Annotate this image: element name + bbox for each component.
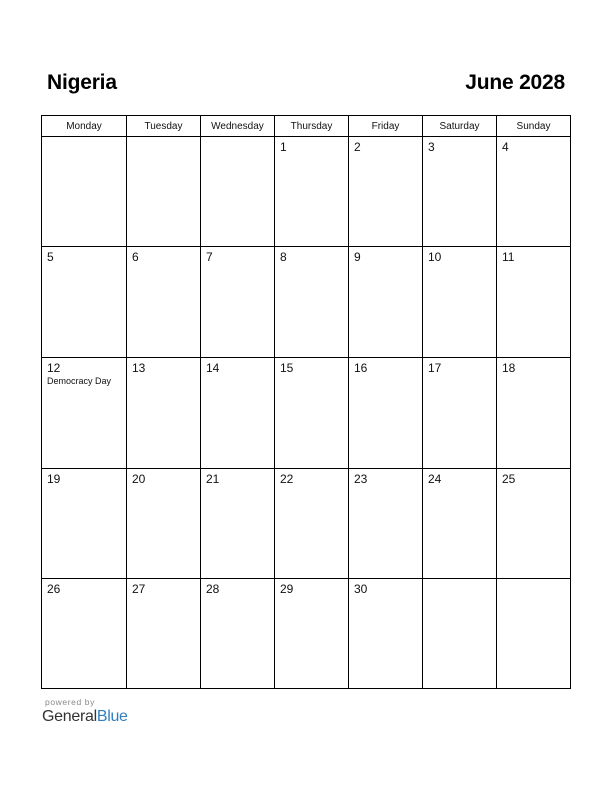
brand-logo[interactable] <box>42 708 128 726</box>
weekday-thursday: Thursday <box>275 116 349 137</box>
day-cell <box>423 469 497 579</box>
day-number: 5 <box>47 250 54 264</box>
day-cell <box>127 247 201 358</box>
weekday-saturday: Saturday <box>423 116 497 137</box>
day-cell <box>42 469 127 579</box>
day-number: 25 <box>502 472 516 486</box>
day-cell <box>423 358 497 469</box>
day-cell <box>201 358 275 469</box>
day-cell <box>423 247 497 358</box>
day-cell <box>497 137 570 247</box>
day-cell <box>201 247 275 358</box>
day-cell <box>127 137 201 247</box>
day-cell <box>349 469 423 579</box>
day-number: 29 <box>280 582 294 596</box>
day-cell <box>127 358 201 469</box>
day-cell <box>275 137 349 247</box>
day-cell <box>349 358 423 469</box>
holiday-label: Democracy Day <box>47 376 112 386</box>
day-number: 15 <box>280 361 294 375</box>
day-number: 4 <box>502 140 509 154</box>
day-cell <box>42 247 127 358</box>
day-number: 19 <box>47 472 61 486</box>
day-cell <box>497 247 570 358</box>
day-cell <box>127 469 201 579</box>
day-number: 20 <box>132 472 146 486</box>
weekday-sunday: Sunday <box>497 116 570 137</box>
day-number: 23 <box>354 472 368 486</box>
day-number: 24 <box>428 472 442 486</box>
calendar-grid <box>41 115 571 689</box>
day-cell <box>201 579 275 688</box>
day-number: 7 <box>206 250 213 264</box>
month-year-title: June 2028 <box>465 71 565 94</box>
weekday-friday: Friday <box>349 116 423 137</box>
day-number: 1 <box>280 140 287 154</box>
day-number: 26 <box>47 582 61 596</box>
weekday-monday: Monday <box>42 116 127 137</box>
day-number: 12 <box>47 361 61 375</box>
day-cell <box>275 579 349 688</box>
brand-name-part2: Blue <box>96 708 128 725</box>
country-title: Nigeria <box>47 71 117 94</box>
day-number: 22 <box>280 472 294 486</box>
day-cell <box>423 137 497 247</box>
brand-name-part1: General <box>42 708 97 725</box>
day-cell <box>42 137 127 247</box>
weekday-tuesday: Tuesday <box>127 116 201 137</box>
day-number: 27 <box>132 582 146 596</box>
day-cell <box>423 579 497 688</box>
day-cell <box>349 579 423 688</box>
day-cell <box>201 137 275 247</box>
day-number: 30 <box>354 582 368 596</box>
day-number: 8 <box>280 250 287 264</box>
day-number: 2 <box>354 140 361 154</box>
day-cell <box>349 247 423 358</box>
footer-branding <box>42 697 128 726</box>
day-cell <box>42 579 127 688</box>
day-cell <box>275 469 349 579</box>
day-cell <box>497 358 570 469</box>
day-cell <box>275 247 349 358</box>
day-number: 9 <box>354 250 361 264</box>
day-number: 14 <box>206 361 220 375</box>
day-cell <box>349 137 423 247</box>
day-number: 13 <box>132 361 146 375</box>
day-number: 17 <box>428 361 442 375</box>
day-number: 6 <box>132 250 139 264</box>
day-cell <box>127 579 201 688</box>
day-number: 10 <box>428 250 442 264</box>
day-cell <box>42 358 127 469</box>
day-cell <box>497 579 570 688</box>
day-cell <box>275 358 349 469</box>
day-number: 11 <box>502 250 515 264</box>
weekday-wednesday: Wednesday <box>201 116 275 137</box>
powered-by-text: powered by <box>45 697 95 707</box>
day-number: 21 <box>206 472 220 486</box>
day-number: 3 <box>428 140 435 154</box>
day-cell <box>201 469 275 579</box>
day-number: 18 <box>502 361 516 375</box>
day-number: 28 <box>206 582 220 596</box>
day-cell <box>497 469 570 579</box>
day-number: 16 <box>354 361 368 375</box>
